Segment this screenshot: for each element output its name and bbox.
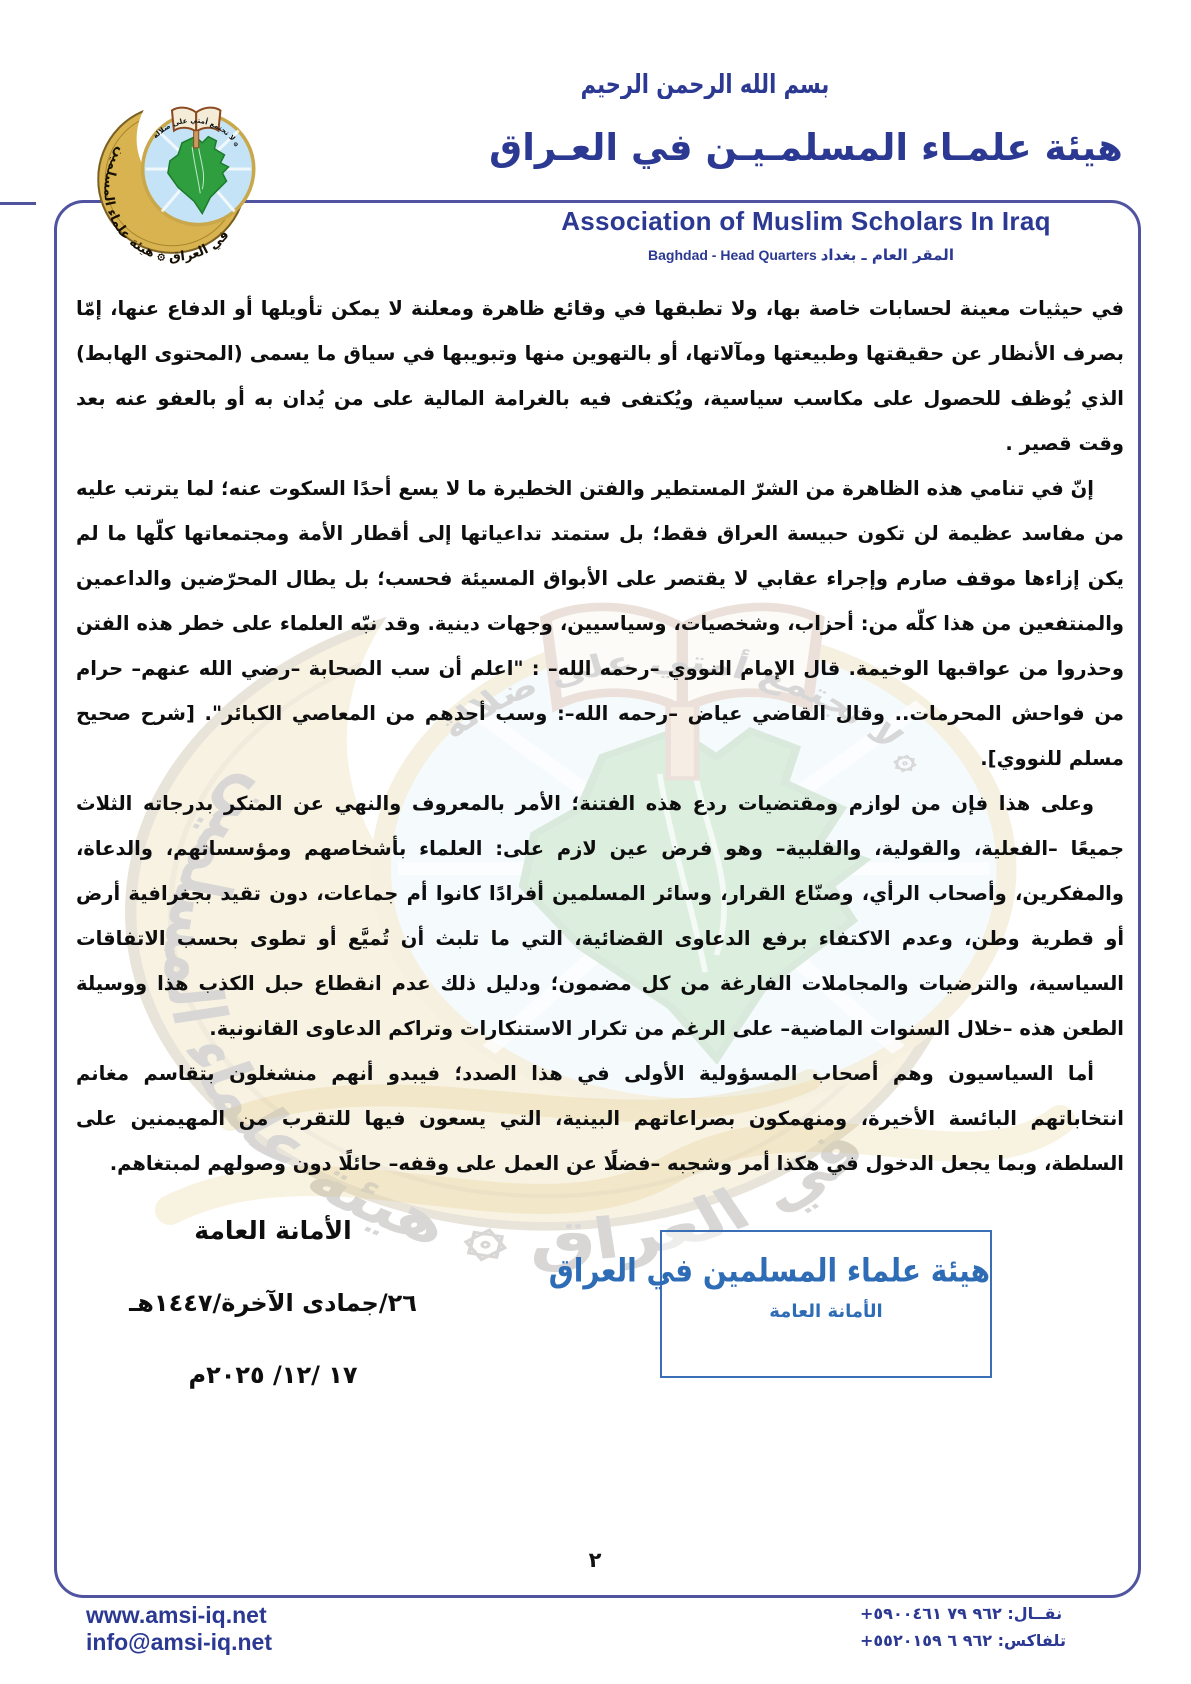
date-gregorian: ١٧ /١٢/ ٢٠٢٥م — [188, 1361, 358, 1389]
stamp-calligraphy: هيئة علماء المسلمين في العراق — [548, 1251, 990, 1290]
headquarters-line — [470, 246, 1142, 264]
website-url: www.amsi-iq.net — [86, 1602, 267, 1628]
left-edge-line — [0, 202, 36, 205]
statement-body — [76, 286, 1124, 1186]
headquarters-arabic: المقر العام ـ بغداد — [820, 246, 954, 264]
bismillah-calligraphy: بسم الله الرحمن الرحيم — [580, 69, 830, 99]
fax-line — [860, 1627, 1160, 1654]
official-stamp — [548, 1230, 992, 1378]
footer-contacts-right — [860, 1600, 1160, 1654]
paragraph-2: إنّ في تنامي هذه الظاهرة من الشرّ المستطير والفتن الخطيرة ما لا يسع أحدًا السكوت عنه؛ لما يترتب عليه من مفاسد عظيمة لن تكون حبيسة العراق فقط؛ بل ستمتد تداعياتها إلى أقطار الأمة ومجتمعاتها كلّها ما لم يكن إزاءها موقف صارم وإجراء عقابي لا يقتصر على الأبواق المسيئة فحسب؛ بل يطال المحرّضين والداعمين والمنتفعين من هذا كلّه من: أحزاب، وشخصيات، وسياسيين، وجهات دينية. وقد نبّه العلماء على خطر هذه الفتن وحذروا من عواقبها الوخيمة. قال الإمام النووي –رحمه الله– : "اعلم أن سب الصحابة –رضي الله عنهم– حرام من فواحش المحرمات.. وقال القاضي عياض –رحمه الله–: وسب أحدهم من المعاصي الكبائر". [شرح صحيح مسلم للنووي]. — [76, 477, 1124, 770]
headquarters-english: Baghdad - Head Quarters — [648, 247, 817, 263]
page-number: ٢ — [588, 1548, 602, 1572]
amsi-logo — [97, 68, 259, 265]
org-title-arabic: هيئة علمـاء المسلمـيـن في العـراق — [489, 126, 1123, 169]
org-title-english: Association of Muslim Scholars In Iraq — [561, 206, 1051, 236]
email-address: info@amsi-iq.net — [86, 1629, 272, 1655]
paragraph-1: في حيثيات معينة لحسابات خاصة بها، ولا تطبقها في وقائع ظاهرة ومعلنة لا يمكن تأويلها أو الدفاع عنها، إمّا بصرف الأنظار عن حقيقتها وطبيعتها ومآلاتها، أو بالتهوين منها وتبويبها في سياق ما يسمى (المحتوى الهابط) الذي يُوظف للحصول على مكاسب سياسية، ويُكتفى فيه بالغرامة المالية على من يُدان به أو بالعفو عنه بعد وقت قصير . — [76, 297, 1124, 455]
stamp-label: الأمانة العامة — [769, 1301, 883, 1322]
mobile-label: نقــال: — [1007, 1604, 1063, 1623]
fax-label: تلفاكس: — [997, 1631, 1066, 1650]
mobile-line — [860, 1600, 1160, 1627]
paragraph-4: أما السياسيون وهم أصحاب المسؤولية الأولى في هذا الصدد؛ فيبدو أنهم منشغلون بتقاسم مغانم انتخاباتهم البائسة الأخيرة، ومنهمكون بصراعاتهم البينية، التي يسعون فيها للتقرب من المهيمنين على السلطة، وبما يجعل الدخول في هكذا أمر وشجبه –فضلًا عن العمل على وقفه– حائلًا دون وصولهم لمبتغاهم. — [76, 1062, 1124, 1175]
signature-block — [118, 1216, 428, 1389]
fax-number: +٩٦٢ ٦ ٥٥٢٠١٥٩ — [860, 1631, 992, 1650]
date-hijri: ٢٦/جمادى الآخرة/١٤٤٧هـ — [129, 1289, 417, 1317]
signatory-title: الأمانة العامة — [194, 1216, 352, 1245]
paragraph-3: وعلى هذا فإن من لوازم ومقتضيات ردع هذه الفتنة؛ الأمر بالمعروف والنهي عن المنكر بدرجاته الثلاث جميعًا –الفعلية، والقولية، والقلبية– وهو فرض عين لازم على: العلماء بأشخاصهم ومؤسساتهم، والدعاة، والمفكرين، وأصحاب الرأي، وصنّاع القرار، وسائر المسلمين أفرادًا كانوا أم جماعات، دون تقيد بجغرافية أرض أو قطرية وطن، وعدم الاكتفاء برفع الدعاوى القضائية، التي ما تلبث أن تُميَّع أو تطوى بحسب الاتفاقات السياسية، والترضيات والمجاملات الفارغة من كل مضمون؛ ودليل ذلك عدم انقطاع حبل الكذب هذا ووسيلة الطعن هذه –خلال السنوات الماضية– على الرغم من تكرار الاستنكارات وتراكم الدعاوى القانونية. — [76, 792, 1124, 1040]
footer-contacts-left — [86, 1602, 272, 1656]
mobile-number: +٩٦٢ ٧٩ ٥٩٠٠٤٦١ — [860, 1604, 1002, 1623]
